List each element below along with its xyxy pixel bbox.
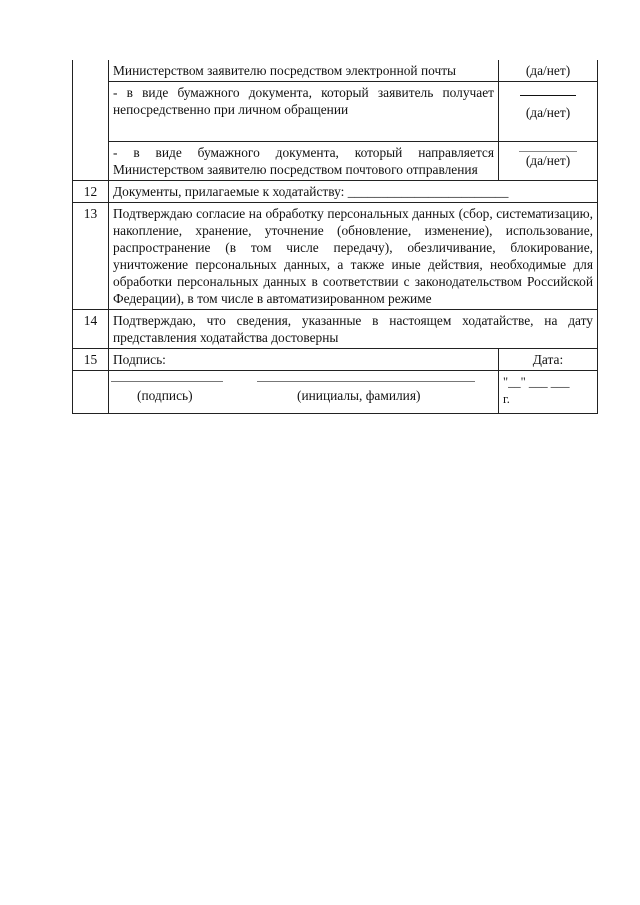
notification-paper-mail-option: (да/нет) bbox=[525, 153, 571, 168]
year-suffix: г. bbox=[503, 392, 510, 406]
accuracy-confirmation-row bbox=[73, 310, 598, 349]
notification-paper-mail-text: - в виде бумажного документа, который направляется Министерством заявителю посредством почтового отправления bbox=[109, 142, 499, 181]
signature-caption: (подпись) bbox=[137, 388, 193, 403]
application-form-table bbox=[72, 60, 598, 414]
row-number: 12 bbox=[73, 181, 109, 203]
row-number-cell bbox=[73, 60, 109, 181]
signature-fields-row bbox=[73, 371, 598, 414]
notification-email-text: Министерством заявителю посредством электронной почты bbox=[109, 60, 499, 82]
row-number: 15 bbox=[73, 349, 109, 371]
name-blank-line[interactable] bbox=[257, 381, 475, 382]
notification-paper-personal-option: (да/нет) bbox=[525, 105, 571, 120]
personal-data-consent-text: Подтверждаю согласие на обработку персональных данных (сбор, систематизацию, накопление, хранение, уточнение (обновление, изменение), использование, распространение (в том числе передачу), обезличивание, блокирование, уничтожение персональных данных, а также иные действия, необходимые для обработки персональных данных в соответствии с законодательством Российской Федерации), в том числе в автоматизированном режиме bbox=[109, 203, 598, 310]
date-field-cell[interactable] bbox=[499, 371, 598, 414]
date-label: Дата: bbox=[499, 349, 598, 371]
signature-label: Подпись: bbox=[109, 349, 499, 371]
notification-paper-personal-row bbox=[73, 82, 598, 142]
notification-paper-personal-cell bbox=[499, 82, 598, 142]
signature-blank-line[interactable] bbox=[111, 381, 223, 382]
notification-paper-mail-row bbox=[73, 142, 598, 181]
personal-data-consent-row bbox=[73, 203, 598, 310]
signature-fields-cell bbox=[109, 371, 499, 414]
notification-paper-personal-text: - в виде бумажного документа, который заявитель получает непосредственно при личном обращении bbox=[109, 82, 499, 142]
date-template: "__" ___ ___ bbox=[503, 375, 570, 389]
attached-documents-text[interactable]: Документы, прилагаемые к ходатайству: ________________________ bbox=[109, 181, 598, 203]
answer-blank-line[interactable] bbox=[520, 94, 576, 96]
name-caption: (инициалы, фамилия) bbox=[297, 388, 421, 403]
signature-header-row bbox=[73, 349, 598, 371]
row-number: 14 bbox=[73, 310, 109, 349]
notification-email-row bbox=[73, 60, 598, 82]
row-number: 13 bbox=[73, 203, 109, 310]
accuracy-confirmation-text: Подтверждаю, что сведения, указанные в настоящем ходатайстве, на дату представления ходатайства достоверны bbox=[109, 310, 598, 349]
attached-documents-row bbox=[73, 181, 598, 203]
notification-paper-mail-cell bbox=[499, 142, 598, 181]
notification-email-option: (да/нет) bbox=[499, 60, 598, 82]
empty-number-cell bbox=[73, 371, 109, 414]
